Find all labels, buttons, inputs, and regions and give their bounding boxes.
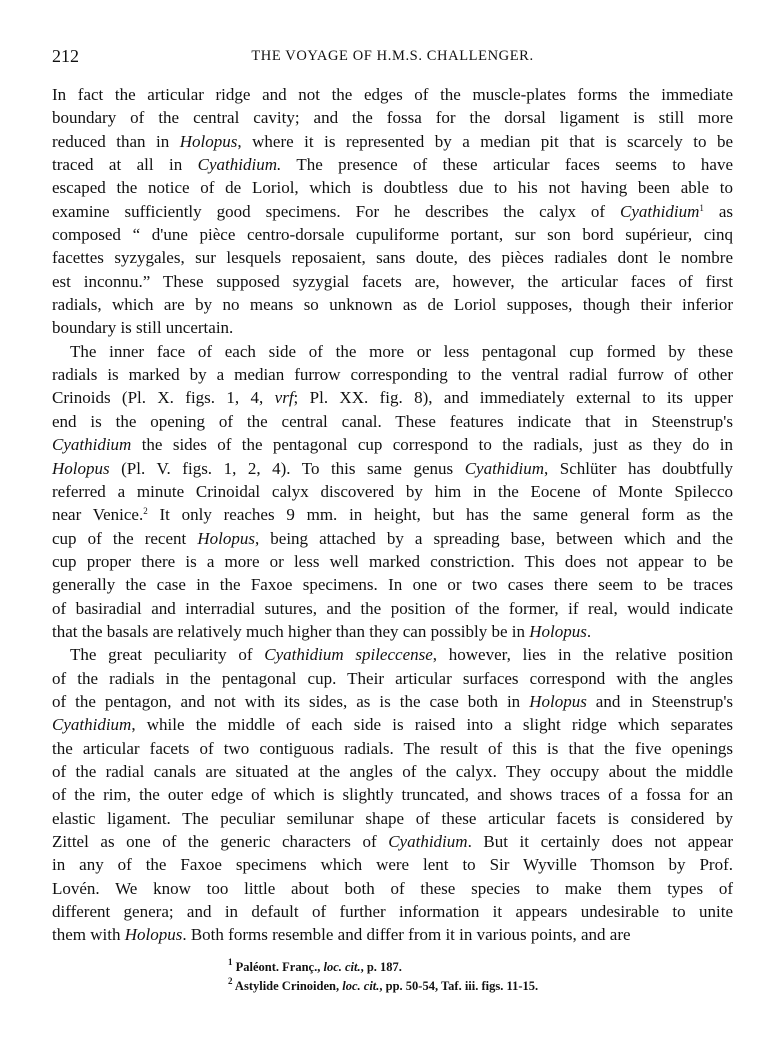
text-line [52,807,733,830]
text-run: radials is marked by a median furrow corresponding to the ventral radial furrow of other [52,365,733,385]
italic-text: Holopus [197,528,255,548]
text-run: and in Steenstrup's [586,691,734,711]
text-line [52,900,733,923]
footnote [228,977,538,996]
italic-text: Cyathidium. [197,155,282,175]
text-line [52,737,733,760]
text-line [52,340,733,363]
footnote-marker: 2 [228,976,233,986]
text-run: Crinoids (Pl. X. figs. 1, 4, [52,388,275,408]
footnote-marker: 1 [228,957,233,967]
text-line [52,597,733,620]
italic-text: Holopus [529,621,587,641]
italic-text: Holopus [179,131,238,151]
italic-text: Cyathidium [52,715,132,735]
running-header [52,46,733,68]
text-line [52,270,733,293]
italic-text: vrf [274,388,294,408]
text-line [52,153,733,176]
text-run: (Pl. V. figs. 1, 2, 4). To this same genus [109,458,465,478]
body-text [52,83,733,947]
text-run: The inner face of each side of the more or less pentagonal cup formed by these [70,341,733,361]
text-line [52,316,733,339]
paragraph [52,340,733,643]
text-line [52,106,733,129]
text-run: , Schlüter has doubtfully [544,458,733,478]
text-line [52,830,733,853]
text-line [52,573,733,596]
running-title: THE VOYAGE OF H.M.S. CHALLENGER. [251,48,534,64]
text-run: elastic ligament. The peculiar semilunar shape of these articular facets is considered by [52,808,733,828]
text-line [52,480,733,503]
text-run: It only reaches 9 mm. in height, but has the same general form as the [147,505,733,525]
text-run: . Both forms resemble and differ from it in various points, and are [182,925,631,945]
text-line [52,386,733,409]
italic-text: Holopus [529,691,587,711]
text-line [52,667,733,690]
text-line [52,83,733,106]
text-run: Paléont. Franç., [232,960,324,974]
footnote [228,958,538,977]
text-run: the articular facets of two contiguous radials. The result of this is that the five openings [52,738,733,758]
text-run: escaped the notice of de Loriol, which is doubtless due to his not having been able to [52,178,733,198]
italic-text: Cyathidium [620,201,700,221]
italic-text: Cyathidium [464,458,545,478]
text-line [52,853,733,876]
text-run: of the radials in the pentagonal cup. Their articular surfaces correspond with the angles [52,668,733,688]
italic-text: Holopus [124,925,183,945]
italic-text: loc. cit. [342,979,380,993]
text-run: . But it certainly does not appear [467,832,733,851]
text-run: In fact the articular ridge and not the edges of the muscle-plates forms the immediate [52,85,733,104]
text-run: generally the case in the Faxoe specimens. In one or two cases there seem to be traces [52,575,733,595]
text-line [52,783,733,806]
text-run: , being attached by a spreading base, between which and the [254,528,733,548]
footnotes [228,958,538,996]
text-line [52,923,733,946]
text-run: , p. 187. [360,960,402,974]
text-line [52,760,733,783]
text-line [52,457,733,480]
text-run: of the rim, the outer edge of which is slightly truncated, and shows traces of a fossa for an [52,785,733,805]
page-number: 212 [52,46,79,66]
text-line [52,293,733,316]
text-line [52,130,733,153]
text-run: examine sufficiently good specimens. For he describes the calyx of [52,201,621,221]
paragraph [52,83,733,340]
text-run: that the basals are relatively much higher than they can possibly be in [52,621,530,641]
footnote-marker: 1 [699,202,704,213]
text-run: boundary of the central cavity; and the fossa for the dorsal ligament is still more [52,108,733,128]
text-run: , pp. 50-54, Taf. iii. figs. 11-15. [379,979,539,993]
text-run: boundary is still uncertain. [52,318,234,338]
text-run: of the radial canals are situated at the angles of the calyx. They occupy about the middle [52,761,733,781]
text-run: traced at all in [52,155,198,175]
text-line [52,246,733,269]
text-line [52,433,733,456]
text-run: different genera; and in default of further information it appears undesirable to unite [52,902,733,922]
text-run: , where it is represented by a median pit that is scarcely to be [237,131,733,151]
text-run: radials, which are by no means so unknown as de Loriol supposes, though their inferior [52,295,733,315]
text-run: end is the opening of the central canal. These features indicate that in Steenstrup's [52,411,733,431]
text-run: est inconnu.” These supposed syzygial facets are, however, the articular faces of first [52,271,733,291]
text-run: Lovén. We know too little about both of these species to make them types of [52,878,733,898]
text-run: the sides of the pentagonal cup correspond to the radials, just as they do in [131,435,733,455]
text-run: them with [52,925,125,945]
italic-text: Cyathidium spileccense [264,645,433,665]
text-run: Zittel as one of the generic characters of [52,832,389,851]
text-run: The presence of these articular faces seems to have [281,155,733,175]
text-line [52,223,733,246]
italic-text: Cyathidium [388,832,468,851]
text-run: reduced than in [52,131,180,151]
text-run: , while the middle of each side is raised into a slight ridge which separates [131,715,733,735]
text-line [52,176,733,199]
text-run: cup proper there is a more or less well marked constriction. This does not appear to be [52,551,733,571]
text-run: cup of the recent [52,528,198,548]
text-run: facettes syzygales, sur lesquels reposaient, sans doute, des pièces radiales dont le nombre [52,248,733,268]
text-line [52,877,733,900]
text-run: ; Pl. XX. fig. 8), and immediately external to its upper [293,388,733,408]
text-run: . [586,621,592,641]
footnote-marker: 2 [143,506,148,517]
text-run: near Venice. [52,505,144,525]
italic-text: loc. cit. [323,960,361,974]
text-line [52,643,733,666]
paragraph [52,643,733,946]
text-line [52,690,733,713]
text-line [52,200,733,223]
text-run: , however, lies in the relative position [432,645,733,665]
text-line [52,503,733,526]
text-line [52,713,733,736]
text-run: as [703,201,733,221]
text-line [52,620,733,643]
italic-text: Holopus [52,458,110,478]
text-run: composed “ d'une pièce centro-dorsale cupuliforme portant, sur son bord supérieur, cinq [52,225,733,245]
text-run: referred a minute Crinoidal calyx discovered by him in the Eocene of Monte Spilecco [52,481,733,501]
text-line [52,527,733,550]
italic-text: Cyathidium [52,435,132,455]
text-run: of basiradial and interradial sutures, and the position of the former, if real, would indicate [52,598,733,618]
text-run: of the pentagon, and not with its sides, as is the case both in [52,691,530,711]
text-line [52,550,733,573]
text-run: The great peculiarity of [70,645,265,665]
text-line [52,410,733,433]
text-run: Astylide Crinoiden, [232,979,343,993]
text-line [52,363,733,386]
text-run: in any of the Faxoe specimens which were lent to Sir Wyville Thomson by Prof. [52,855,733,875]
